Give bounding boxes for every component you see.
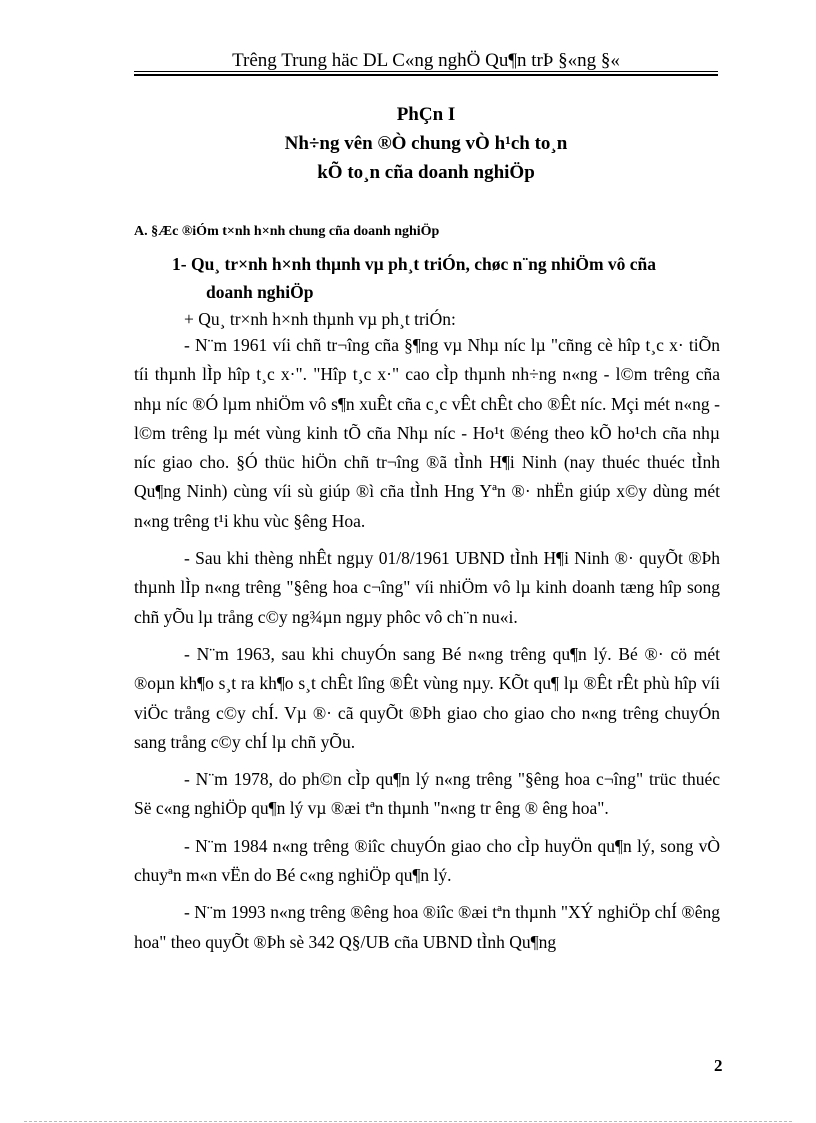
heading-1-line2: doanh nghiÖp	[206, 282, 314, 302]
paragraph-1961-sau: - Sau khi thèng nhÊt ngµy 01/8/1961 UBND tÌnh H¶i Ninh ®· quyÕt ®Þh thµnh lÌp n«ng trêng "§êng hoa c¬îng" víi nhiÖm vô lµ kinh doanh tæng hîp song chñ yÕu lµ trång c©y ng¾µn ngµy phôc vô ch¨n nu«i.	[134, 548, 720, 627]
section-a-heading: A. §Æc ®iÓm t×nh h×nh chung cña doanh nghiÖp	[134, 224, 440, 239]
paragraph-1961: - N¨m 1961 víi chñ tr¬îng cña §¶ng vµ Nhµ níc lµ "cñng cè hîp t¸c x· tiÕn tíi thµnh lÌp hîp t¸c x·". "Hîp t¸c x·" cao cÌp thµnh nh÷ng n«ng - l©m trêng cña nhµ níc ®Ó lµm nhiÖm vô s¶n xuÊt cña c¸c vÊt chÊt cho ®Êt níc. Mçi mét n«ng - l©m trêng lµ mét vùng kinh tÕ cña Nhµ níc - Ho¹t ®éng theo kÕ ho¹ch cña nhµ níc giao cho. §Ó thüc hiÖn chñ tr¬îng ®ã tÌnh H¶i Ninh (nay thuéc thuéc tÌnh Qu¶ng Ninh) cùng víi sù giúp ®ì cña tÌnh Hng Yªn ®· nhËn giúp x©y dùng mét n«ng trêng t¹i khu vùc §êng Hoa.	[134, 335, 720, 531]
page-number: 2	[714, 1056, 723, 1075]
header-rule-thick	[134, 74, 718, 76]
heading-1	[172, 250, 720, 306]
body-text	[134, 331, 720, 957]
paragraph-1963: - N¨m 1963, sau khi chuyÓn sang Bé n«ng trêng qu¶n lý. Bé ®· cö mét ®oµn kh¶o s¸t ra kh¶o s¸t chÊt lîng ®Êt vùng nµy. KÕt qu¶ lµ ®Êt rÊt phù hîp víi viÖc trång c©y chÍ. Vµ ®· cã quyÕt ®Þh giao cho giao cho n«ng trêng chuyÓn sang trång c©y chÍ lµ chñ yÕu.	[134, 643, 720, 752]
paragraph-1978: - N¨m 1978, do ph©n cÌp qu¶n lý n«ng trêng "§êng hoa c¬îng" trüc thuéc Së c«ng nghiÖp qu¶n lý vµ ®æi tªn thµnh "n«ng tr êng ® êng hoa".	[134, 769, 720, 819]
part-number: PhÇn I	[396, 104, 456, 125]
heading-1-line1: 1- Qu¸ tr×nh h×nh thµnh vµ ph¸t triÓn, chøc n¨ng nhiÖm vô cña	[172, 254, 657, 274]
paragraph-1993: - N¨m 1993 n«ng trêng ®êng hoa ®iîc ®æi tªn thµnh "XÝ nghiÖp chÍ ®êng hoa" theo quyÕt ®Þh sè 342 Q§/UB cña UBND tÌnh Qu¶ng	[134, 902, 720, 952]
header-rule-thin	[134, 71, 718, 72]
paragraph-1984: - N¨m 1984 n«ng trêng ®iîc chuyÓn giao cho cÌp huyÖn qu¶n lý, song vÒ chuyªn m«n vËn do Bé c«ng nghiÖp qu¶n lý.	[134, 835, 720, 886]
running-header: Trêng Trung häc DL C«ng nghÖ Qu¶n trÞ §«ng §«	[232, 50, 620, 71]
page-bottom-divider	[24, 1121, 792, 1122]
part-title-line2: kÕ to¸n cña doanh nghiÖp	[317, 162, 535, 183]
subheading: + Qu¸ tr×nh h×nh thµnh vµ ph¸t triÓn:	[184, 309, 456, 329]
part-title-line1: Nh÷ng vên ®Ò chung vÒ h¹ch to¸n	[284, 133, 568, 154]
